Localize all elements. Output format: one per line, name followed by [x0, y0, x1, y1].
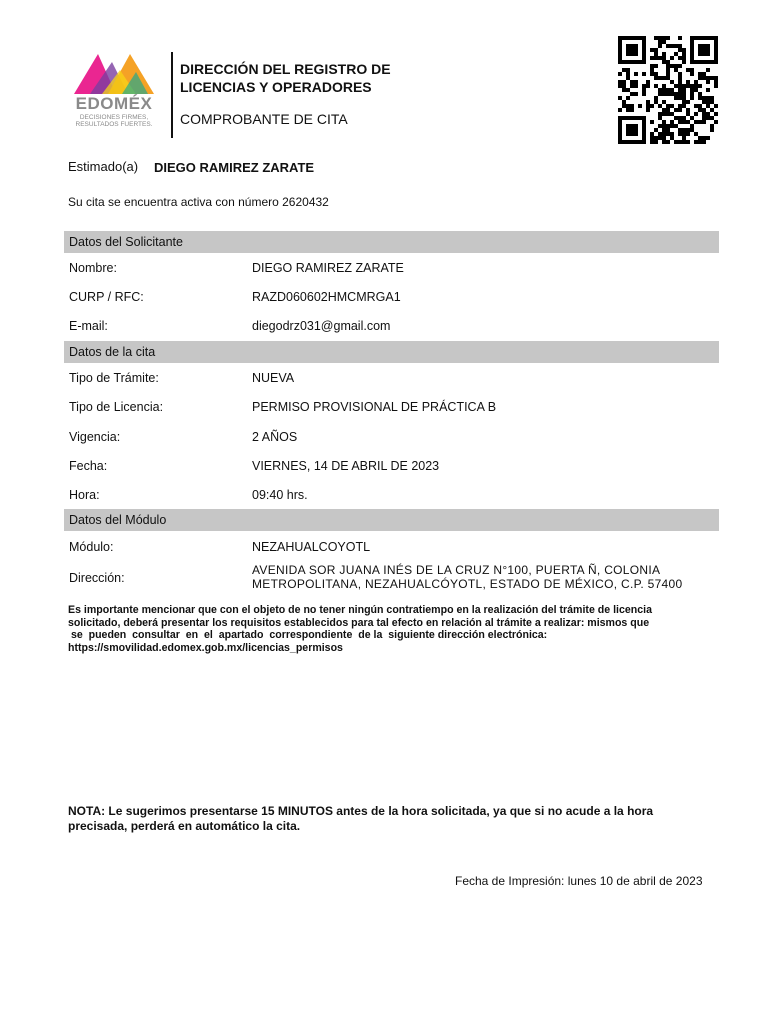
modulo-value: NEZAHUALCOYOTL: [252, 540, 371, 554]
title-line-1: DIRECCIÓN DEL REGISTRO DE: [180, 61, 391, 77]
edomex-logo: [64, 50, 164, 138]
vigencia-label: Vigencia:: [69, 430, 121, 444]
edomex-mountains-icon: [64, 50, 164, 98]
requirements-notice: [68, 604, 708, 654]
licencia-value: PERMISO PROVISIONAL DE PRÁCTICA B: [252, 400, 497, 414]
direccion-line-1: AVENIDA SOR JUANA INÉS DE LA CRUZ N°100, PUERTA Ñ, COLONIA: [252, 563, 661, 577]
nota-line-2: precisada, perderá en automático la cita.: [68, 819, 301, 833]
tramite-label: Tipo de Trámite:: [69, 371, 159, 385]
print-date: Fecha de Impresión: lunes 10 de abril de 2023: [455, 874, 703, 888]
curp-label: CURP / RFC:: [69, 290, 144, 304]
logo-tagline-1: DECISIONES FIRMES,: [79, 114, 149, 121]
requirements-link[interactable]: https://smovilidad.edomex.gob.mx/licencias_permisos: [68, 641, 343, 654]
section-title: Datos de la cita: [69, 345, 156, 359]
section-header-cita: [64, 341, 719, 363]
logo-word: EDOMÉX: [75, 94, 153, 113]
section-title: Datos del Módulo: [69, 513, 167, 527]
notice-line-1: Es importante mencionar que con el objeto de no tener ningún contratiempo en la realización del trámite de licencia: [68, 604, 652, 616]
logo-tagline-2: RESULTADOS FUERTES.: [75, 121, 153, 128]
direccion-label: Dirección:: [69, 571, 125, 585]
fecha-label: Fecha:: [69, 459, 108, 473]
email-label: E-mail:: [69, 319, 108, 333]
direccion-value: [252, 563, 682, 591]
curp-value: RAZD060602HMCMRGA1: [252, 290, 401, 304]
logo-tagline: [64, 114, 164, 128]
greeting-name: DIEGO RAMIREZ ZARATE: [154, 160, 315, 175]
direccion-line-2: METROPOLITANA, NEZAHUALCÓYOTL, ESTADO DE MÉXICO, C.P. 57400: [252, 577, 683, 591]
section-header-modulo: [64, 509, 719, 531]
nota-warning: [68, 804, 708, 834]
header-divider: [171, 52, 173, 138]
licencia-label: Tipo de Licencia:: [69, 400, 164, 414]
notice-line-3: se pueden consultar en el apartado correspondiente de la siguiente dirección electrónica:: [68, 629, 548, 641]
page-subtitle: COMPROBANTE DE CITA: [180, 111, 348, 127]
hora-label: Hora:: [69, 488, 100, 502]
hora-value: 09:40 hrs.: [252, 488, 308, 502]
page-title: [180, 60, 440, 96]
section-header-solicitante: [64, 231, 719, 253]
active-appointment-message: Su cita se encuentra activa con número 2620432: [68, 195, 329, 209]
fecha-value: VIERNES, 14 DE ABRIL DE 2023: [252, 459, 440, 473]
qr-code-icon: [618, 36, 718, 144]
nota-line-1: NOTA: Le sugerimos presentarse 15 MINUTOS antes de la hora solicitada, ya que si no acude a la hora: [68, 804, 654, 818]
greeting-label: Estimado(a): [68, 159, 139, 174]
notice-line-2: solicitado, deberá presentar los requisitos establecidos para tal efecto en relación al trámite a realizar: mismos que: [68, 616, 650, 629]
title-line-2: LICENCIAS Y OPERADORES: [180, 79, 372, 95]
email-value: diegodrz031@gmail.com: [252, 319, 391, 333]
section-title: Datos del Solicitante: [69, 235, 183, 249]
tramite-value: NUEVA: [252, 371, 295, 385]
nombre-value: DIEGO RAMIREZ ZARATE: [252, 261, 404, 275]
vigencia-value: 2 AÑOS: [252, 430, 298, 444]
nombre-label: Nombre:: [69, 261, 117, 275]
modulo-label: Módulo:: [69, 540, 114, 554]
